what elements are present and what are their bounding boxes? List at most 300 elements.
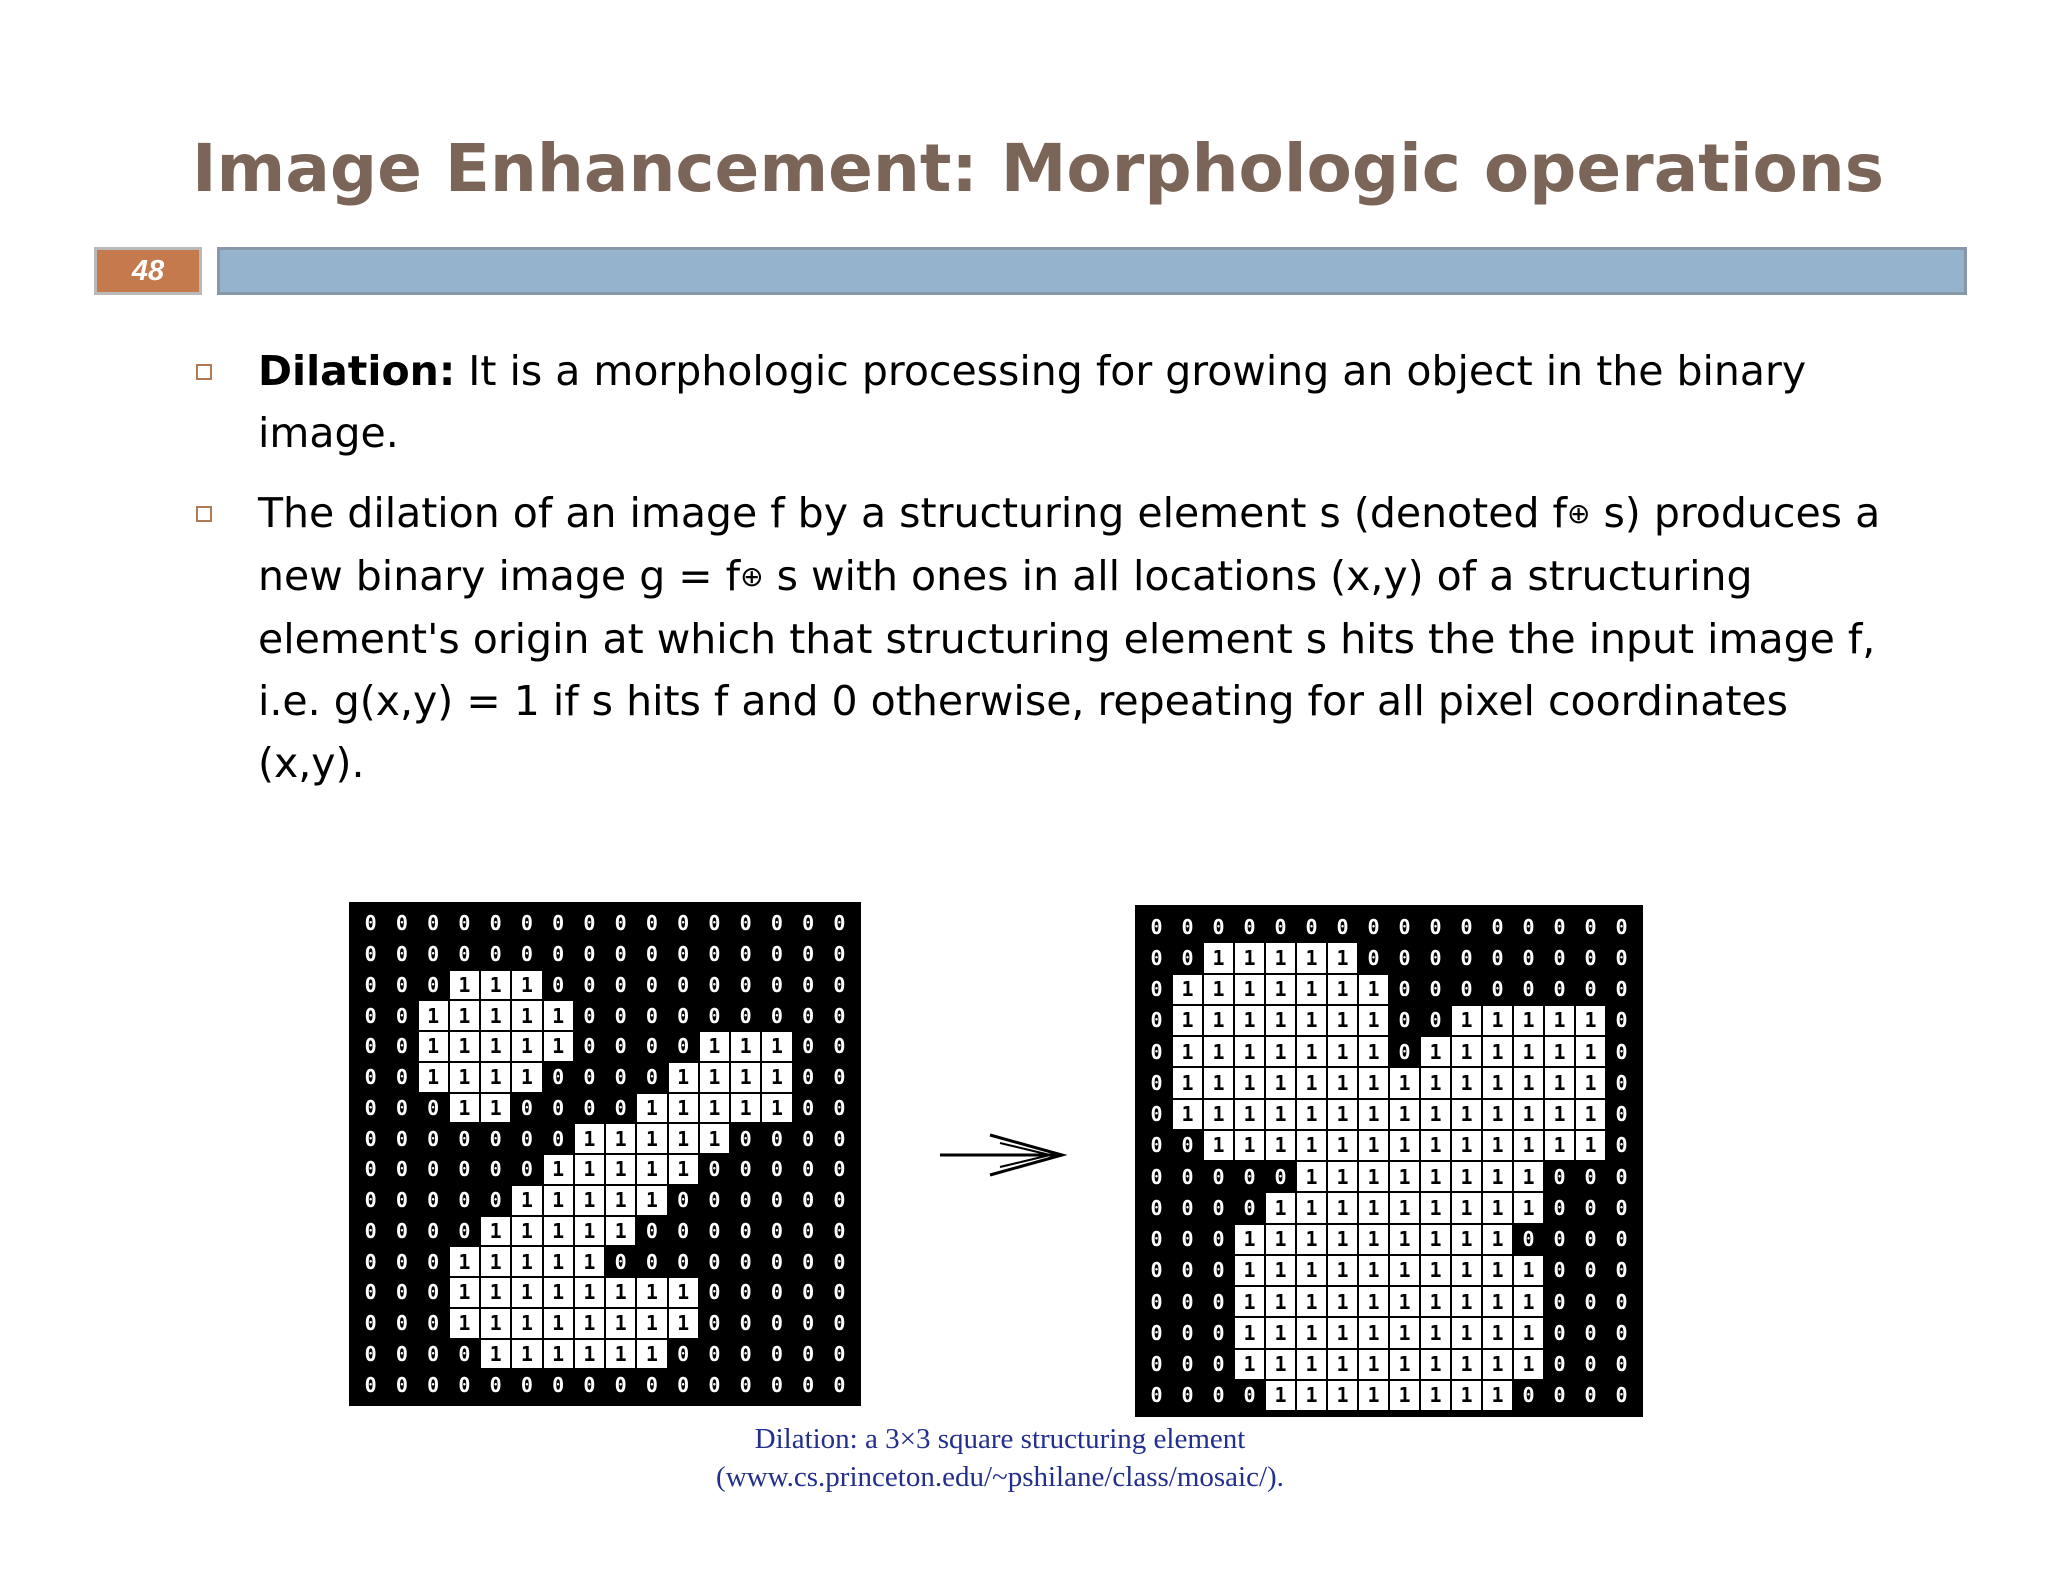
pixel-zero: 0 — [583, 1372, 596, 1397]
pixel-one: 1 — [574, 1277, 605, 1308]
pixel-zero: 0 — [802, 1311, 815, 1336]
pixel-one: 1 — [449, 1246, 480, 1277]
pixel-zero: 0 — [614, 1065, 627, 1090]
pixel-zero: 0 — [802, 1034, 815, 1059]
pixel-one: 1 — [1296, 1161, 1327, 1192]
pixel-one: 1 — [1234, 1130, 1265, 1161]
pixel-zero: 0 — [458, 1157, 471, 1182]
pixel-zero: 0 — [1522, 914, 1535, 939]
pixel-one: 1 — [1296, 1005, 1327, 1036]
pixel-one: 1 — [1327, 1317, 1358, 1348]
pixel-zero: 0 — [427, 1311, 440, 1336]
pixel-zero: 0 — [1398, 977, 1411, 1002]
pixel-zero: 0 — [552, 1126, 565, 1151]
pixel-zero: 0 — [1584, 1195, 1597, 1220]
pixel-zero: 0 — [395, 1311, 408, 1336]
pixel-one: 1 — [543, 1308, 574, 1339]
pixel-zero: 0 — [364, 1311, 377, 1336]
pixel-one: 1 — [1327, 1224, 1358, 1255]
pixel-zero: 0 — [1336, 914, 1349, 939]
pixel-one: 1 — [543, 1246, 574, 1277]
pixel-zero: 0 — [614, 942, 627, 967]
pixel-zero: 0 — [364, 1188, 377, 1213]
pixel-one: 1 — [605, 1308, 636, 1339]
pixel-one: 1 — [1265, 1317, 1296, 1348]
bullet-dilation-formula — [192, 482, 1892, 794]
pixel-one: 1 — [1544, 1099, 1575, 1130]
pixel-zero: 0 — [1615, 1164, 1628, 1189]
pixel-zero: 0 — [395, 1188, 408, 1213]
pixel-zero: 0 — [364, 1003, 377, 1028]
pixel-zero: 0 — [427, 1341, 440, 1366]
pixel-zero: 0 — [770, 1218, 783, 1243]
pixel-one: 1 — [1482, 1380, 1513, 1411]
pixel-zero: 0 — [427, 1188, 440, 1213]
pixel-one: 1 — [1358, 1036, 1389, 1067]
pixel-one: 1 — [543, 1216, 574, 1247]
pixel-one: 1 — [1420, 1130, 1451, 1161]
pixel-one: 1 — [449, 1031, 480, 1062]
pixel-zero: 0 — [677, 1372, 690, 1397]
pixel-zero: 0 — [364, 972, 377, 997]
pixel-zero: 0 — [677, 1218, 690, 1243]
pixel-zero: 0 — [802, 972, 815, 997]
pixel-zero: 0 — [1584, 1383, 1597, 1408]
pixel-zero: 0 — [677, 972, 690, 997]
pixel-zero: 0 — [1615, 1258, 1628, 1283]
pixel-one: 1 — [574, 1246, 605, 1277]
pixel-one: 1 — [668, 1277, 699, 1308]
pixel-zero: 0 — [395, 1034, 408, 1059]
pixel-one: 1 — [511, 1031, 542, 1062]
pixel-one: 1 — [1358, 974, 1389, 1005]
pixel-zero: 0 — [458, 1218, 471, 1243]
pixel-one: 1 — [1513, 1099, 1544, 1130]
pixel-zero: 0 — [1615, 914, 1628, 939]
pixel-zero: 0 — [739, 972, 752, 997]
pixel-zero: 0 — [364, 1249, 377, 1274]
pixel-zero: 0 — [645, 1249, 658, 1274]
pixel-zero: 0 — [1584, 914, 1597, 939]
pixel-one: 1 — [449, 1062, 480, 1093]
pixel-zero: 0 — [395, 1280, 408, 1305]
pixel-zero: 0 — [614, 1095, 627, 1120]
pixel-one: 1 — [543, 1154, 574, 1185]
pixel-one: 1 — [1234, 974, 1265, 1005]
pixel-one: 1 — [511, 1308, 542, 1339]
pixel-one: 1 — [636, 1123, 667, 1154]
pixel-zero: 0 — [708, 1372, 721, 1397]
pixel-zero: 0 — [614, 911, 627, 936]
pixel-one: 1 — [1265, 1067, 1296, 1098]
pixel-zero: 0 — [1615, 945, 1628, 970]
pixel-zero: 0 — [833, 1249, 846, 1274]
pixel-one: 1 — [1327, 1380, 1358, 1411]
pixel-one: 1 — [1265, 1255, 1296, 1286]
oplus-symbol: ⊕ — [1566, 497, 1591, 530]
pixel-one: 1 — [543, 1185, 574, 1216]
pixel-one: 1 — [699, 1123, 730, 1154]
pixel-zero: 0 — [520, 1095, 533, 1120]
bullet-text-part2: s) produces a new binary image g = f — [258, 489, 1881, 600]
pixel-zero: 0 — [770, 1157, 783, 1182]
pixel-zero: 0 — [583, 1065, 596, 1090]
pixel-zero: 0 — [427, 1249, 440, 1274]
pixel-zero: 0 — [833, 1372, 846, 1397]
bullet-term: Dilation: — [258, 347, 456, 395]
pixel-zero: 0 — [395, 1065, 408, 1090]
pixel-zero: 0 — [395, 972, 408, 997]
pixel-zero: 0 — [395, 1218, 408, 1243]
pixel-zero: 0 — [1181, 1195, 1194, 1220]
pixel-one: 1 — [1327, 1349, 1358, 1380]
pixel-zero: 0 — [395, 1095, 408, 1120]
pixel-zero: 0 — [1212, 1383, 1225, 1408]
pixel-zero: 0 — [770, 911, 783, 936]
pixel-one: 1 — [636, 1339, 667, 1370]
pixel-one: 1 — [543, 1339, 574, 1370]
pixel-one: 1 — [480, 1216, 511, 1247]
pixel-zero: 0 — [614, 1003, 627, 1028]
pixel-one: 1 — [1234, 1349, 1265, 1380]
pixel-one: 1 — [605, 1185, 636, 1216]
pixel-one: 1 — [605, 1216, 636, 1247]
pixel-one: 1 — [1544, 1067, 1575, 1098]
pixel-one: 1 — [1575, 1067, 1606, 1098]
bullet-square-icon — [196, 506, 212, 522]
pixel-zero: 0 — [364, 1126, 377, 1151]
pixel-one: 1 — [1420, 1380, 1451, 1411]
pixel-one: 1 — [1482, 1005, 1513, 1036]
pixel-one: 1 — [1358, 1255, 1389, 1286]
pixel-zero: 0 — [1553, 1352, 1566, 1377]
pixel-zero: 0 — [1150, 1102, 1163, 1127]
pixel-one: 1 — [1265, 1349, 1296, 1380]
pixel-one: 1 — [1203, 1005, 1234, 1036]
pixel-one: 1 — [1327, 1099, 1358, 1130]
pixel-one: 1 — [1358, 1161, 1389, 1192]
pixel-one: 1 — [1420, 1224, 1451, 1255]
pixel-one: 1 — [636, 1093, 667, 1124]
pixel-one: 1 — [449, 1308, 480, 1339]
pixel-zero: 0 — [677, 1249, 690, 1274]
pixel-zero: 0 — [364, 1095, 377, 1120]
pixel-zero: 0 — [1274, 914, 1287, 939]
pixel-one: 1 — [730, 1031, 761, 1062]
pixel-zero: 0 — [1150, 1320, 1163, 1345]
pixel-zero: 0 — [833, 1188, 846, 1213]
pixel-one: 1 — [1451, 1286, 1482, 1317]
pixel-one: 1 — [480, 1339, 511, 1370]
pixel-zero: 0 — [1150, 1227, 1163, 1252]
pixel-zero: 0 — [395, 1157, 408, 1182]
pixel-zero: 0 — [802, 1157, 815, 1182]
pixel-one: 1 — [1451, 1317, 1482, 1348]
pixel-one: 1 — [1172, 974, 1203, 1005]
pixel-zero: 0 — [1181, 1383, 1194, 1408]
pixel-one: 1 — [1265, 1036, 1296, 1067]
pixel-zero: 0 — [802, 942, 815, 967]
pixel-zero: 0 — [489, 1126, 502, 1151]
pixel-zero: 0 — [1150, 1383, 1163, 1408]
pixel-zero: 0 — [739, 1280, 752, 1305]
pixel-one: 1 — [1420, 1067, 1451, 1098]
pixel-zero: 0 — [1212, 1352, 1225, 1377]
pixel-one: 1 — [1358, 1192, 1389, 1223]
pixel-one: 1 — [1358, 1130, 1389, 1161]
pixel-zero: 0 — [427, 1157, 440, 1182]
pixel-one: 1 — [1203, 942, 1234, 973]
pixel-zero: 0 — [1460, 914, 1473, 939]
pixel-zero: 0 — [1243, 1383, 1256, 1408]
pixel-zero: 0 — [1584, 1320, 1597, 1345]
pixel-zero: 0 — [395, 942, 408, 967]
pixel-one: 1 — [511, 1246, 542, 1277]
pixel-one: 1 — [1420, 1099, 1451, 1130]
pixel-zero: 0 — [1305, 914, 1318, 939]
pixel-zero: 0 — [833, 911, 846, 936]
pixel-one: 1 — [1296, 1192, 1327, 1223]
pixel-one: 1 — [1327, 1161, 1358, 1192]
pixel-one: 1 — [636, 1185, 667, 1216]
pixel-zero: 0 — [1584, 1258, 1597, 1283]
pixel-zero: 0 — [520, 911, 533, 936]
pixel-zero: 0 — [427, 972, 440, 997]
pixel-zero: 0 — [833, 942, 846, 967]
pixel-zero: 0 — [739, 1126, 752, 1151]
pixel-zero: 0 — [1553, 1289, 1566, 1314]
pixel-one: 1 — [511, 1277, 542, 1308]
pixel-zero: 0 — [1212, 914, 1225, 939]
pixel-zero: 0 — [1150, 1039, 1163, 1064]
pixel-one: 1 — [1234, 1224, 1265, 1255]
pixel-one: 1 — [1172, 1005, 1203, 1036]
pixel-one: 1 — [574, 1308, 605, 1339]
pixel-one: 1 — [1482, 1224, 1513, 1255]
pixel-zero: 0 — [1429, 1008, 1442, 1033]
pixel-zero: 0 — [708, 1157, 721, 1182]
pixel-zero: 0 — [770, 972, 783, 997]
pixel-zero: 0 — [1553, 1258, 1566, 1283]
pixel-one: 1 — [1389, 1130, 1420, 1161]
pixel-one: 1 — [574, 1185, 605, 1216]
pixel-one: 1 — [1265, 1380, 1296, 1411]
pixel-zero: 0 — [1212, 1195, 1225, 1220]
pixel-one: 1 — [1451, 1036, 1482, 1067]
pixel-one: 1 — [574, 1154, 605, 1185]
pixel-zero: 0 — [583, 942, 596, 967]
pixel-one: 1 — [668, 1093, 699, 1124]
pixel-zero: 0 — [1522, 945, 1535, 970]
pixel-zero: 0 — [552, 942, 565, 967]
pixel-one: 1 — [636, 1154, 667, 1185]
pixel-one: 1 — [636, 1308, 667, 1339]
pixel-zero: 0 — [833, 1280, 846, 1305]
pixel-one: 1 — [1513, 1317, 1544, 1348]
pixel-zero: 0 — [1584, 945, 1597, 970]
figure-caption — [640, 1420, 1360, 1496]
pixel-zero: 0 — [427, 1126, 440, 1151]
pixel-one: 1 — [1575, 1099, 1606, 1130]
pixel-zero: 0 — [427, 1218, 440, 1243]
pixel-one: 1 — [1513, 1161, 1544, 1192]
pixel-zero: 0 — [427, 911, 440, 936]
pixel-one: 1 — [761, 1031, 792, 1062]
pixel-one: 1 — [511, 1185, 542, 1216]
pixel-zero: 0 — [739, 1218, 752, 1243]
pixel-one: 1 — [1296, 1349, 1327, 1380]
pixel-one: 1 — [1575, 1036, 1606, 1067]
pixel-one: 1 — [1234, 942, 1265, 973]
pixel-one: 1 — [1451, 1067, 1482, 1098]
pixel-one: 1 — [1203, 1130, 1234, 1161]
pixel-one: 1 — [1172, 1036, 1203, 1067]
pixel-zero: 0 — [1181, 914, 1194, 939]
pixel-zero: 0 — [364, 1034, 377, 1059]
pixel-zero: 0 — [364, 911, 377, 936]
pixel-one: 1 — [1327, 1036, 1358, 1067]
pixel-one: 1 — [1296, 1255, 1327, 1286]
pixel-zero: 0 — [395, 1372, 408, 1397]
pixel-zero: 0 — [708, 942, 721, 967]
pixel-zero: 0 — [364, 1065, 377, 1090]
pixel-one: 1 — [699, 1031, 730, 1062]
pixel-zero: 0 — [552, 911, 565, 936]
pixel-zero: 0 — [770, 1188, 783, 1213]
pixel-zero: 0 — [1212, 1258, 1225, 1283]
pixel-zero: 0 — [1150, 945, 1163, 970]
pixel-one: 1 — [1420, 1161, 1451, 1192]
pixel-zero: 0 — [833, 1095, 846, 1120]
pixel-zero: 0 — [645, 911, 658, 936]
pixel-one: 1 — [1234, 1036, 1265, 1067]
pixel-one: 1 — [480, 1246, 511, 1277]
pixel-zero: 0 — [802, 1372, 815, 1397]
pixel-one: 1 — [1575, 1130, 1606, 1161]
pixel-zero: 0 — [1150, 1133, 1163, 1158]
caption-line-2: (www.cs.princeton.edu/~pshilane/class/mosaic/). — [716, 1461, 1284, 1493]
pixel-zero: 0 — [677, 1003, 690, 1028]
pixel-zero: 0 — [739, 911, 752, 936]
pixel-zero: 0 — [1150, 1195, 1163, 1220]
pixel-one: 1 — [1327, 1005, 1358, 1036]
bullet-text-part3: s with ones in all locations (x,y) of a structuring element's origin at which that structuring element s hits the the input image f, i.e. g(x,y) = 1 if s hits f and 0 otherwise, repeating for all pixel coordinates (x,y). — [258, 552, 1876, 787]
pixel-zero: 0 — [552, 972, 565, 997]
pixel-one: 1 — [418, 1000, 449, 1031]
pixel-one: 1 — [730, 1093, 761, 1124]
pixel-zero: 0 — [1584, 1352, 1597, 1377]
input-binary-image-grid — [349, 902, 861, 1406]
pixel-zero: 0 — [802, 1095, 815, 1120]
pixel-one: 1 — [543, 1031, 574, 1062]
pixel-zero: 0 — [1615, 1227, 1628, 1252]
pixel-zero: 0 — [552, 1095, 565, 1120]
pixel-one: 1 — [1296, 1380, 1327, 1411]
pixel-zero: 0 — [802, 1126, 815, 1151]
pixel-one: 1 — [1296, 1317, 1327, 1348]
pixel-zero: 0 — [614, 1249, 627, 1274]
pixel-one: 1 — [1482, 1067, 1513, 1098]
pixel-zero: 0 — [1243, 1195, 1256, 1220]
pixel-one: 1 — [1389, 1380, 1420, 1411]
pixel-one: 1 — [1482, 1099, 1513, 1130]
pixel-one: 1 — [668, 1123, 699, 1154]
pixel-zero: 0 — [1150, 1164, 1163, 1189]
pixel-one: 1 — [730, 1062, 761, 1093]
pixel-one: 1 — [449, 970, 480, 1001]
pixel-zero: 0 — [1553, 1320, 1566, 1345]
pixel-one: 1 — [1234, 1067, 1265, 1098]
pixel-zero: 0 — [1150, 914, 1163, 939]
pixel-one: 1 — [1296, 1036, 1327, 1067]
pixel-one: 1 — [1265, 1099, 1296, 1130]
pixel-one: 1 — [1389, 1067, 1420, 1098]
pixel-zero: 0 — [708, 1249, 721, 1274]
pixel-zero: 0 — [489, 1372, 502, 1397]
pixel-zero: 0 — [1491, 977, 1504, 1002]
pixel-one: 1 — [605, 1339, 636, 1370]
pixel-one: 1 — [1203, 1067, 1234, 1098]
pixel-one: 1 — [1513, 1286, 1544, 1317]
pixel-one: 1 — [1513, 1005, 1544, 1036]
pixel-zero: 0 — [833, 1065, 846, 1090]
pixel-zero: 0 — [802, 1341, 815, 1366]
pixel-one: 1 — [1358, 1349, 1389, 1380]
pixel-zero: 0 — [708, 1188, 721, 1213]
pixel-one: 1 — [1296, 1130, 1327, 1161]
pixel-zero: 0 — [802, 1065, 815, 1090]
pixel-one: 1 — [1482, 1036, 1513, 1067]
pixel-zero: 0 — [395, 1341, 408, 1366]
pixel-zero: 0 — [1615, 1195, 1628, 1220]
pixel-zero: 0 — [1181, 1320, 1194, 1345]
pixel-one: 1 — [1265, 1130, 1296, 1161]
pixel-one: 1 — [511, 970, 542, 1001]
pixel-zero: 0 — [1398, 1039, 1411, 1064]
pixel-one: 1 — [1513, 1255, 1544, 1286]
pixel-zero: 0 — [708, 972, 721, 997]
pixel-one: 1 — [449, 1277, 480, 1308]
pixel-one: 1 — [1296, 1224, 1327, 1255]
pixel-zero: 0 — [739, 1372, 752, 1397]
pixel-zero: 0 — [1615, 1289, 1628, 1314]
pixel-zero: 0 — [1615, 1070, 1628, 1095]
pixel-zero: 0 — [364, 1372, 377, 1397]
pixel-zero: 0 — [489, 1157, 502, 1182]
pixel-zero: 0 — [1212, 1227, 1225, 1252]
pixel-zero: 0 — [458, 1372, 471, 1397]
pixel-one: 1 — [480, 1031, 511, 1062]
pixel-zero: 0 — [708, 1003, 721, 1028]
pixel-zero: 0 — [1615, 1102, 1628, 1127]
pixel-zero: 0 — [739, 1311, 752, 1336]
pixel-one: 1 — [1327, 1192, 1358, 1223]
pixel-one: 1 — [1358, 1286, 1389, 1317]
pixel-zero: 0 — [1553, 945, 1566, 970]
pixel-zero: 0 — [770, 942, 783, 967]
bullet-text-part1: The dilation of an image f by a structuring element s (denoted f — [258, 489, 1567, 537]
pixel-zero: 0 — [833, 1003, 846, 1028]
pixel-zero: 0 — [770, 1280, 783, 1305]
pixel-one: 1 — [1544, 1130, 1575, 1161]
pixel-zero: 0 — [1367, 945, 1380, 970]
pixel-zero: 0 — [1274, 1164, 1287, 1189]
pixel-zero: 0 — [645, 1034, 658, 1059]
pixel-one: 1 — [1203, 1036, 1234, 1067]
pixel-one: 1 — [1451, 1380, 1482, 1411]
oplus-symbol: ⊕ — [740, 560, 764, 593]
pixel-zero: 0 — [1522, 1227, 1535, 1252]
